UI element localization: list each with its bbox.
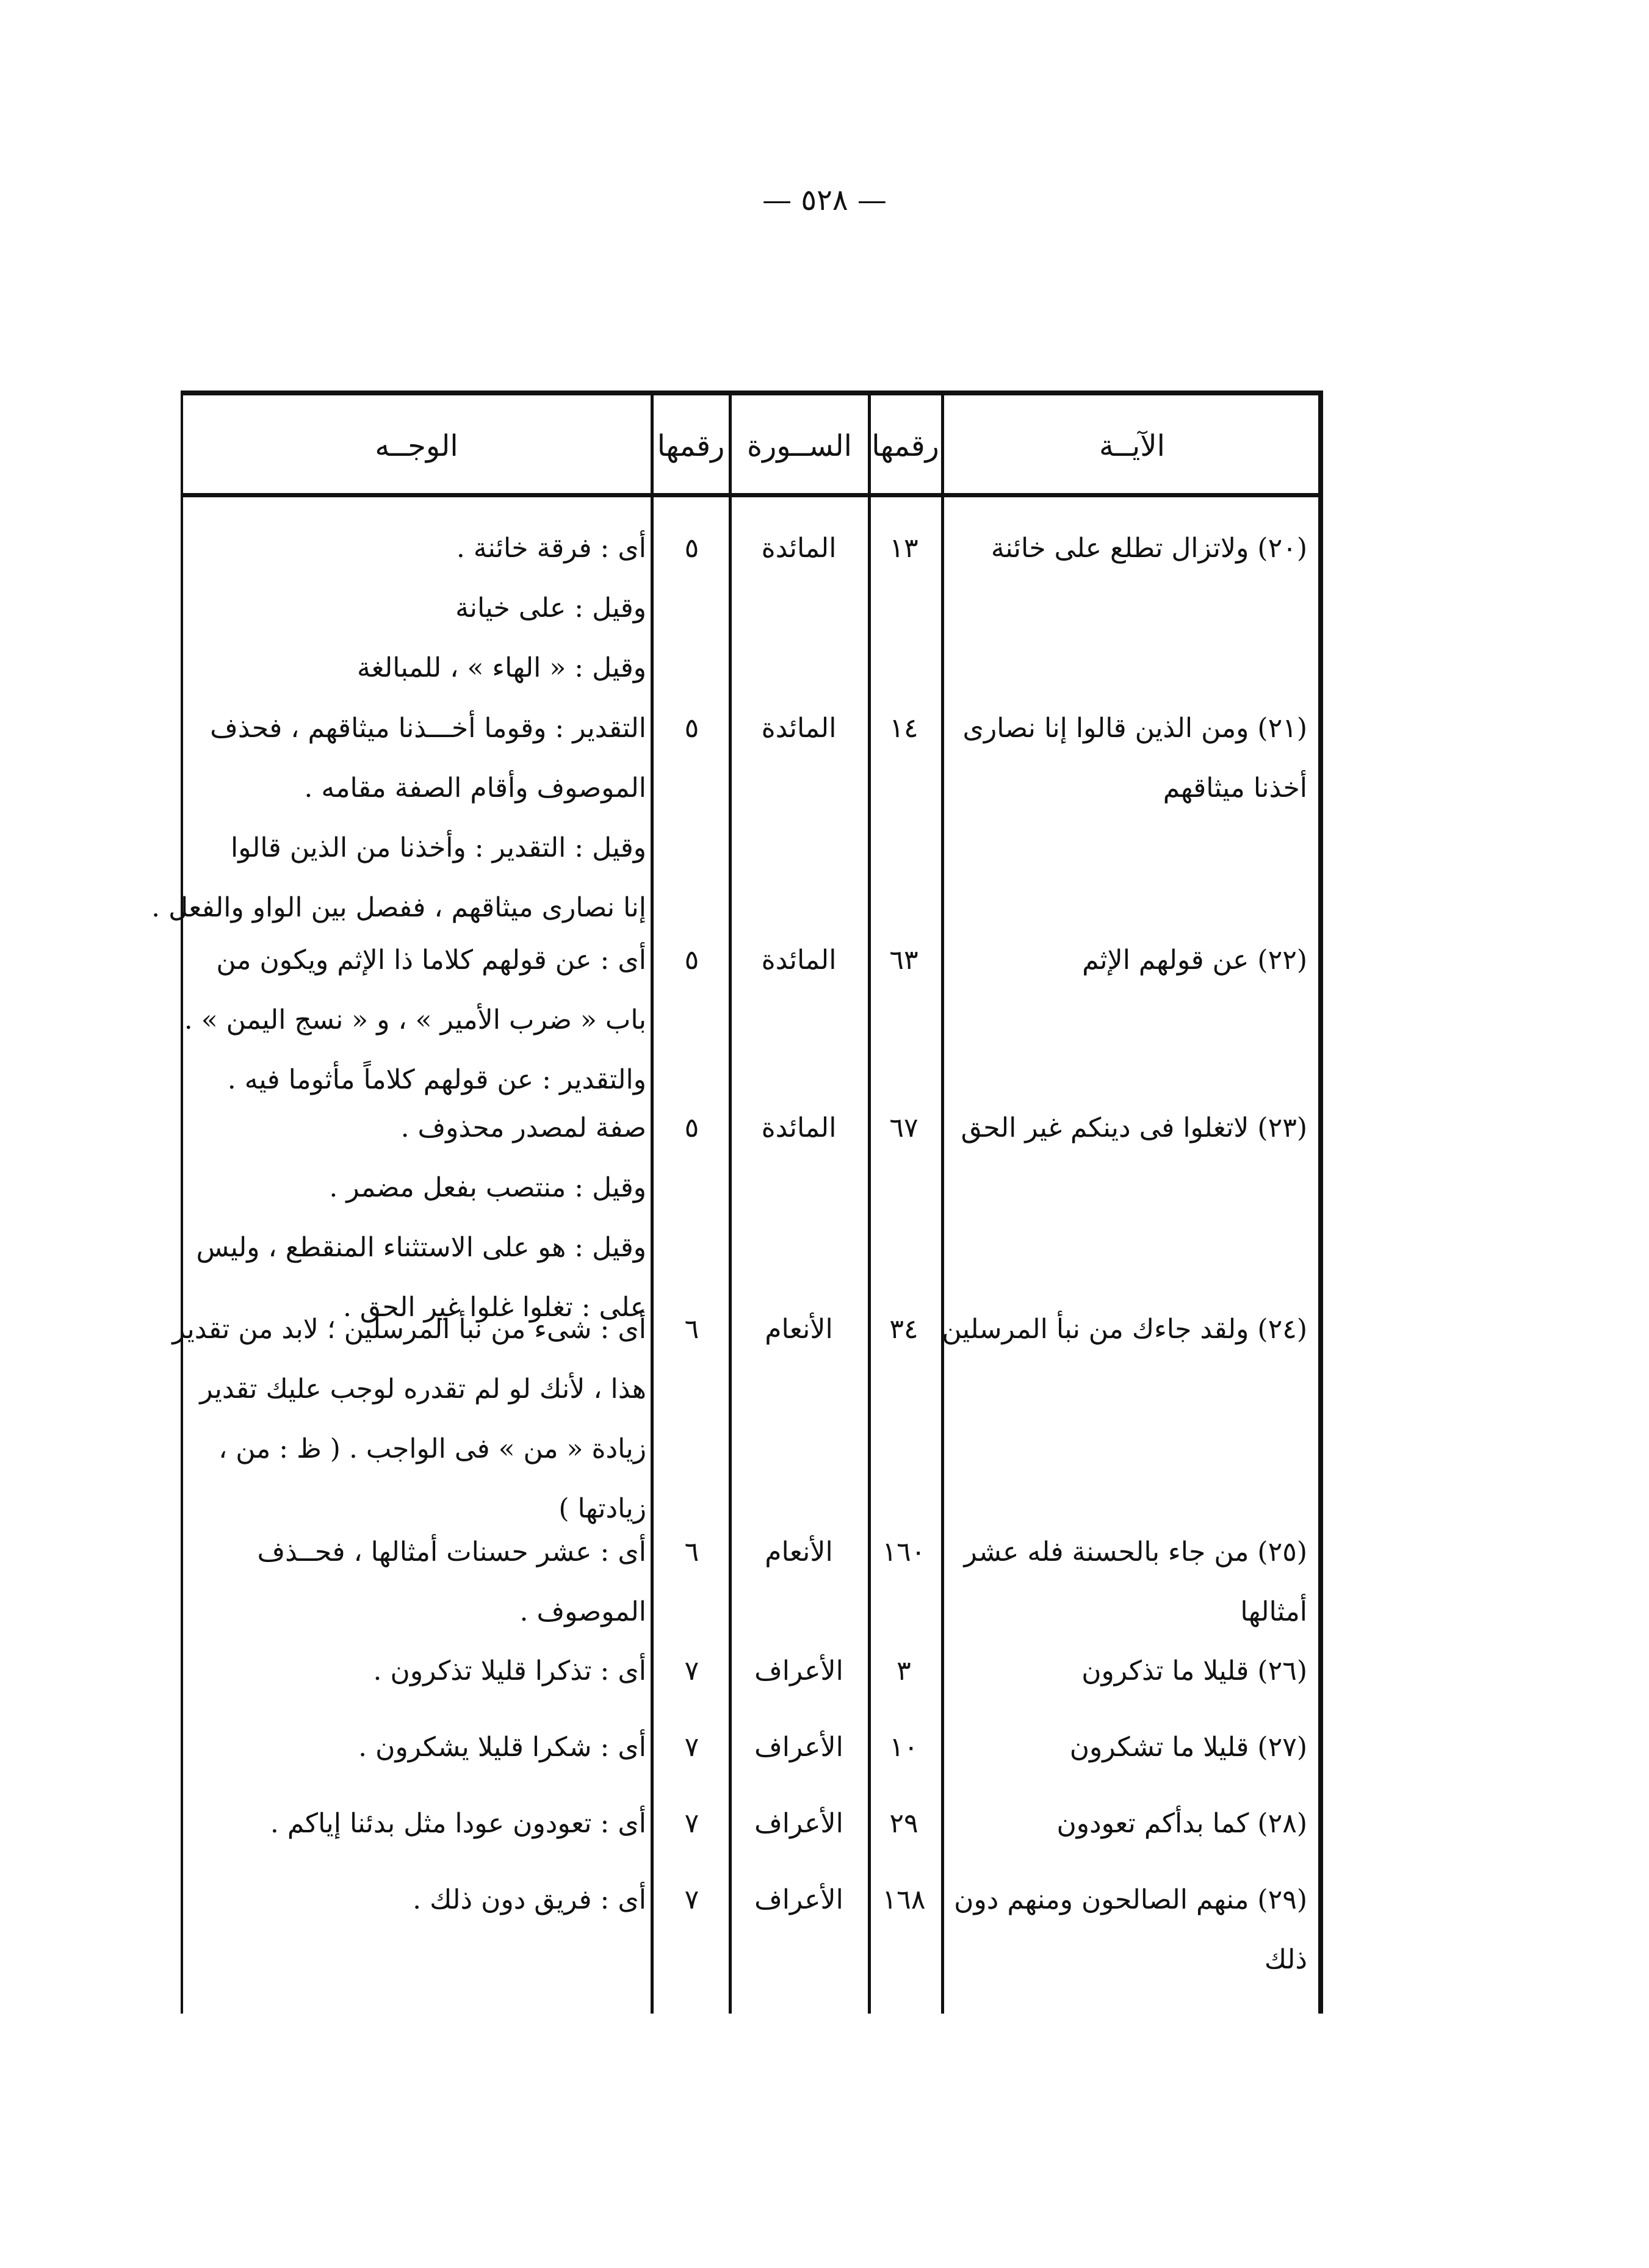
wajh-cell-line: الموصوف وأقام الصفة مقامه . [304, 772, 646, 804]
sura-cell: المائدة [761, 533, 837, 564]
wajh-cell [172, 1300, 646, 1539]
sura-number-cell: ٦ [684, 1314, 699, 1345]
header-ayah-number: رقمها [871, 429, 939, 463]
header-ayah: الآيــة [1099, 429, 1165, 463]
header-wajh: الوجــه [375, 429, 458, 463]
wajh-cell [192, 1870, 646, 1930]
wajh-cell-line: صفة لمصدر محذوف . [400, 1112, 646, 1143]
wajh-cell-line: التقدير : وقوما أخـــذنا ميثاقهم ، فحذف [210, 713, 646, 744]
wajh-cell [192, 1718, 646, 1777]
sura-number-cell: ٧ [684, 1655, 699, 1687]
wajh-cell-line: أى : عن قولهم كلاما ذا الإثم ويكون من [216, 945, 646, 976]
wajh-cell-line: وقيل : « الهاء » ، للمبالغة [357, 652, 646, 683]
ayah-cell [944, 699, 1307, 818]
sura-cell: المائدة [761, 945, 837, 976]
ayah-cell [944, 519, 1307, 578]
wajh-cell-line: أى : تذكرا قليلا تذكرون . [373, 1655, 646, 1687]
wajh-cell-line: والتقدير : عن قولهم كلاماً مأثوما فيه . [227, 1064, 646, 1095]
sura-number-cell: ٧ [684, 1808, 699, 1839]
sura-cell: الأعراف [754, 1808, 843, 1839]
ayah-cell [944, 1098, 1307, 1158]
ayah-cell-line: (٢٨) كما بدأكم تعودون [1056, 1808, 1307, 1839]
wajh-cell-line: أى : شىء من نبأ المرسلين ؛ لابد من تقدير [172, 1314, 646, 1345]
ayah-cell-line: ذلك [1264, 1944, 1307, 1975]
ayah-cell [944, 1641, 1307, 1701]
ayah-number-cell: ١٣ [889, 533, 918, 564]
wajh-cell [192, 1794, 646, 1854]
ayah-cell [944, 1718, 1307, 1777]
wajh-cell [192, 1522, 646, 1642]
wajh-cell [192, 1641, 646, 1701]
sura-number-cell: ٦ [684, 1536, 699, 1568]
ayah-cell-line: (٢٦) قليلا ما تذكرون [1081, 1655, 1307, 1687]
ayah-cell [944, 931, 1307, 990]
ayah-cell-line: (٢٠) ولاتزال تطلع على خائنة [990, 533, 1307, 564]
ayah-cell-line: (٢٤) ولقد جاءك من نبأ المرسلين [942, 1314, 1307, 1345]
sura-number-cell: ٥ [684, 533, 699, 564]
column-divider [651, 391, 654, 2014]
wajh-cell [184, 931, 646, 1110]
ayah-number-cell: ١٦٠ [882, 1536, 926, 1568]
sura-cell: الأعراف [754, 1884, 843, 1915]
wajh-cell-line: أى : شكرا قليلا يشكرون . [358, 1732, 646, 1763]
ayah-number-cell: ١٤ [889, 713, 918, 744]
ayah-number-cell: ٣٤ [889, 1314, 918, 1345]
sura-cell: الأنعام [765, 1536, 833, 1568]
ayah-table [151, 391, 1323, 2014]
ayah-cell [944, 1870, 1307, 1990]
wajh-cell-line: زيادة « من » فى الواجب . ( ظ : من ، [218, 1433, 646, 1464]
wajh-cell [151, 699, 646, 938]
ayah-number-cell: ١٦٨ [882, 1884, 926, 1915]
wajh-cell [192, 519, 646, 698]
page-number: — ٥٢٨ — [762, 183, 887, 217]
sura-number-cell: ٧ [684, 1884, 699, 1915]
ayah-cell-line: (٢٣) لاتغلوا فى دينكم غير الحق [961, 1112, 1307, 1143]
wajh-cell-line: وقيل : التقدير : وأخذنا من الذين قالوا [231, 832, 646, 863]
ayah-number-cell: ٣ [897, 1655, 911, 1687]
sura-cell: الأنعام [765, 1314, 833, 1345]
wajh-cell-line: باب « ضرب الأمير » ، و « نسج اليمن » . [184, 1004, 646, 1035]
ayah-number-cell: ٦٧ [889, 1112, 918, 1143]
wajh-cell-line: الموصوف . [519, 1596, 646, 1627]
wajh-cell-line: وقيل : على خيانة [455, 592, 646, 624]
ayah-cell-line: (٢٩) منهم الصالحون ومنهم دون [954, 1884, 1307, 1915]
sura-number-cell: ٧ [684, 1732, 699, 1763]
sura-cell: الأعراف [754, 1655, 843, 1687]
sura-number-cell: ٥ [684, 1112, 699, 1143]
sura-number-cell: ٥ [684, 945, 699, 976]
ayah-cell-line: (٢٢) عن قولهم الإثم [1082, 945, 1307, 976]
header-sura: الســورة [746, 429, 853, 463]
ayah-cell-line: أخذنا ميثاقهم [1163, 772, 1307, 804]
ayah-cell-line: أمثالها [1240, 1596, 1307, 1627]
ayah-cell [944, 1300, 1307, 1359]
ayah-cell-line: (٢١) ومن الذين قالوا إنا نصارى [962, 713, 1307, 744]
wajh-cell-line: وقيل : منتصب بفعل مضمر . [329, 1172, 646, 1203]
wajh-cell-line: أى : تعودون عودا مثل بدئنا إياكم . [270, 1808, 646, 1839]
wajh-cell-line: أى : فريق دون ذلك . [413, 1884, 646, 1915]
header-sura-number: رقمها [657, 429, 725, 463]
sura-cell: المائدة [761, 1112, 837, 1143]
wajh-cell-line: إنا نصارى ميثاقهم ، ففصل بين الواو والفعل . [151, 892, 646, 923]
header-divider [181, 493, 1323, 497]
wajh-cell-line: أى : عشر حسنات أمثالها ، فحــذف [257, 1536, 646, 1568]
wajh-cell-line: زيادتها ) [558, 1493, 646, 1524]
sura-cell: الأعراف [754, 1732, 843, 1763]
ayah-cell-line: (٢٧) قليلا ما تشكرون [1069, 1732, 1307, 1763]
ayah-cell [944, 1794, 1307, 1854]
ayah-number-cell: ٢٩ [889, 1808, 918, 1839]
wajh-cell-line: أى : فرقة خائنة . [456, 533, 646, 564]
sura-cell: المائدة [761, 713, 837, 744]
ayah-number-cell: ٦٣ [889, 945, 918, 976]
sura-number-cell: ٥ [684, 713, 699, 744]
ayah-cell-line: (٢٥) من جاء بالحسنة فله عشر [964, 1536, 1307, 1568]
ayah-cell [944, 1522, 1307, 1642]
ayah-number-cell: ١٠ [889, 1732, 918, 1763]
wajh-cell-line: على : تغلوا غلوا غير الحق . [342, 1292, 646, 1323]
wajh-cell-line: هذا ، لأنك لو لم تقدره لوجب عليك تقدير [200, 1373, 646, 1405]
wajh-cell-line: وقيل : هو على الاستثناء المنقطع ، وليس [196, 1232, 646, 1263]
